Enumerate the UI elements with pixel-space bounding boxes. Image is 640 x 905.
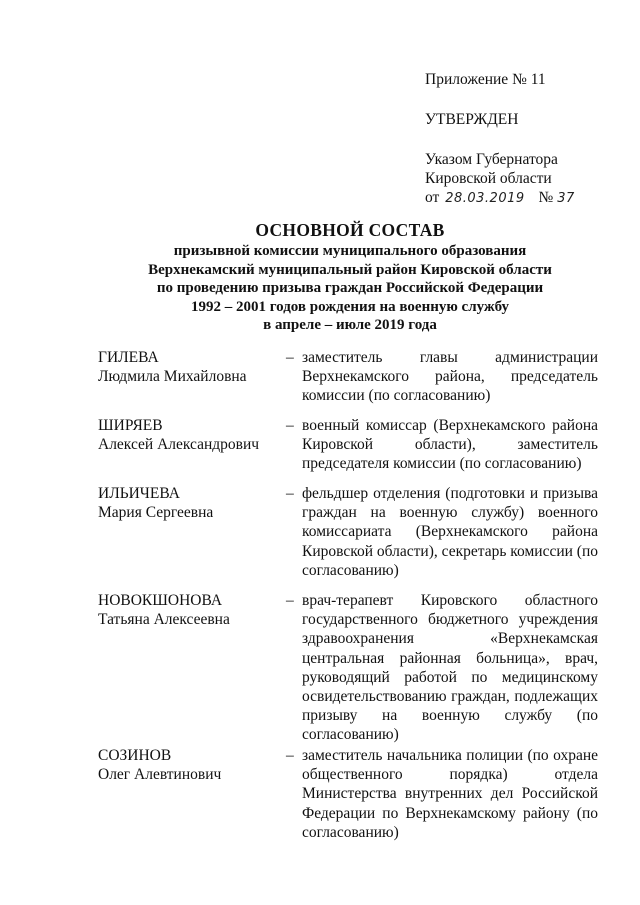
member-surname: ШИРЯЕВ [98, 417, 163, 434]
member-name: Татьяна Алексеевна [98, 611, 230, 628]
approved-label: УТВЕРЖДЕН [425, 111, 519, 128]
member-role: военный комиссар (Верхнекамского района Кировской области), заместитель председателя комиссии (по согласованию) [302, 417, 598, 473]
member-name: Алексей Александрович [98, 436, 260, 453]
title-line: в апреле – июле 2019 года [263, 317, 437, 333]
member-surname: НОВОКШОНОВА [98, 592, 223, 609]
member-role: врач-терапевт Кировского областного государственного бюджетного учреждения здравоохранения «Верхнекамская центральная районная больница», врач, руководящий работой по медицинскому освидетельствованию граждан, подлежащих призыву на военную службу (по согласованию) [302, 592, 598, 744]
member-surname: СОЗИНОВ [98, 747, 172, 764]
member-dash: – [286, 592, 294, 609]
title-line: Верхнекамский муниципальный район Кировской области [148, 261, 552, 278]
title-line: призывной комиссии муниципального образования [173, 243, 527, 259]
member-role: фельдшер отделения (подготовки и призыва граждан на военную службу) военного комиссариата (Верхнекамского района Кировской области), секретарь комиссии (по согласованию) [302, 485, 599, 579]
member-dash: – [286, 417, 294, 434]
member-surname: ИЛЬИЧЕВА [98, 485, 180, 502]
member-person [98, 746, 278, 784]
member-name: Мария Сергеевна [98, 504, 214, 521]
handwritten-number: 37 [557, 191, 575, 206]
title-line: 1992 – 2001 годов рождения на военную службу [190, 298, 510, 315]
member-dash: – [286, 349, 294, 366]
member-name: Олег Алевтинович [98, 766, 222, 783]
member-person [98, 484, 278, 522]
member-name: Людмила Михайловна [98, 368, 247, 385]
decree-line-2: Кировской области [425, 170, 552, 187]
member-role: заместитель начальника полиции (по охране общественного порядка) отдела Министерства внутренних дел Российской Федерации по Верхнекамскому району (по согласованию) [302, 747, 598, 841]
decree-date-line [425, 188, 625, 208]
member-person [98, 348, 278, 386]
member-role: заместитель главы администрации Верхнекамского района, председатель комиссии (по согласованию) [302, 349, 598, 405]
handwritten-date: 28.03.2019 [445, 191, 525, 206]
decree-line-1: Указом Губернатора [425, 151, 558, 168]
appendix-label: Приложение № 11 [425, 71, 546, 88]
approval-block [425, 70, 625, 208]
member-surname: ГИЛЕВА [98, 349, 159, 366]
member-dash: – [286, 485, 294, 502]
date-prefix: от [425, 189, 440, 206]
title-main: ОСНОВНОЙ СОСТАВ [255, 220, 445, 240]
title-line: по проведению призыва граждан Российской Федерации [156, 280, 544, 296]
number-prefix: № [538, 189, 554, 206]
member-dash: – [286, 747, 294, 764]
document-title [60, 218, 640, 335]
member-person [98, 591, 278, 629]
member-person [98, 416, 278, 454]
